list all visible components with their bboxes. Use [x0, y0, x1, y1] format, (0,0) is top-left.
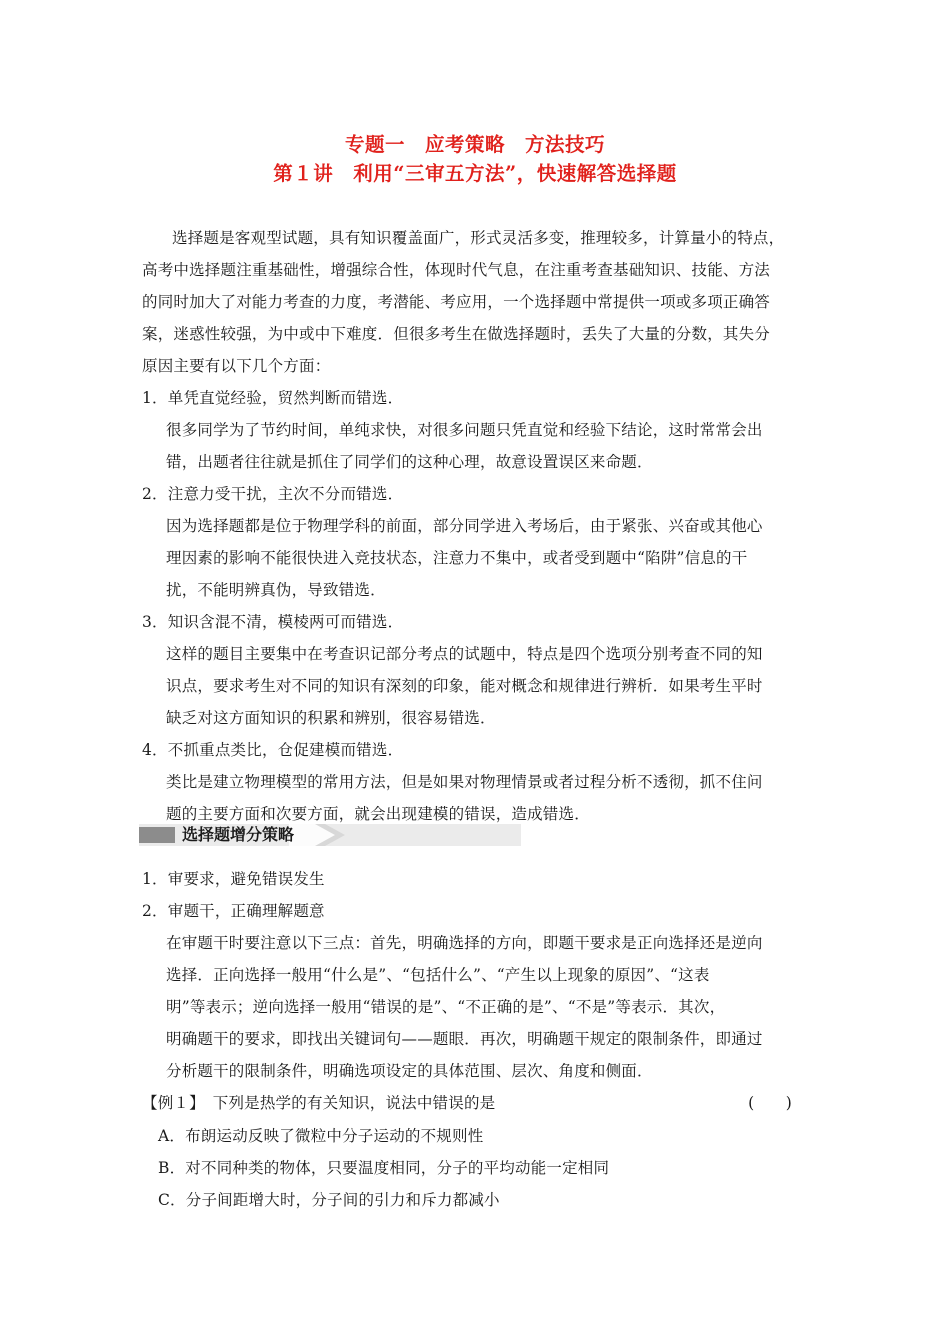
reason-heading: 1．单凭直觉经验，贸然判断而错选． — [142, 389, 404, 407]
reason-text: 缺乏对这方面知识的积累和辨别，很容易错选． — [166, 709, 496, 727]
strategy-text: 明确题干的要求，即找出关键词句——题眼．再次，明确题干规定的限制条件，即通过 — [166, 1030, 763, 1048]
strategy-text: 明”等表示；逆向选择一般用“错误的是”、“不正确的是”、“不是”等表示．其次， — [166, 998, 726, 1016]
intro-line: 案，迷惑性较强，为中或中下难度．但很多考生在做选择题时，丢失了大量的分数，其失分 — [142, 325, 771, 343]
example-label: 【例１】 下列是热学的有关知识，说法中错误的是 — [142, 1094, 496, 1112]
reason-text: 错，出题者往往就是抓住了同学们的这种心理，故意设置误区来命题． — [166, 453, 653, 471]
option-a: A．布朗运动反映了微粒中分子运动的不规则性 — [158, 1127, 484, 1145]
section-banner-title: 选择题增分策略 — [182, 825, 295, 844]
option-b: B．对不同种类的物体，只要温度相同，分子的平均动能一定相同 — [158, 1159, 610, 1177]
strategy-text: 在审题干时要注意以下三点：首先，明确选择的方向，即题干要求是正向选择还是逆向 — [166, 934, 763, 952]
reason-text: 扰，不能明辨真伪，导致错选． — [166, 581, 386, 599]
strategy-heading: 2．审题干，正确理解题意 — [142, 902, 325, 920]
strategy-text: 分析题干的限制条件，明确选项设定的具体范围、层次、角度和侧面． — [166, 1062, 653, 1080]
strategy-text: 选择．正向选择一般用“什么是”、“包括什么”、“产生以上现象的原因”、“这表 — [166, 966, 710, 984]
reason-text: 理因素的影响不能很快进入竞技状态，注意力不集中，或者受到题中“陷阱”信息的干 — [166, 549, 748, 567]
reason-text: 因为选择题都是位于物理学科的前面，部分同学进入考场后，由于紧张、兴奋或其他心 — [166, 517, 763, 535]
intro-line: 的同时加大了对能力考查的力度，考潜能、考应用，一个选择题中常提供一项或多项正确答 — [142, 293, 771, 311]
example-question — [142, 1091, 792, 1113]
reason-text: 这样的题目主要集中在考查识记部分考点的试题中，特点是四个选项分别考查不同的知 — [166, 645, 763, 663]
topic-title: 专题一 应考策略 方法技巧 — [344, 133, 605, 156]
answer-blank: ( ) — [748, 1094, 792, 1112]
strategy-heading: 1．审要求，避免错误发生 — [142, 870, 325, 888]
reason-text: 题的主要方面和次要方面，就会出现建模的错误，造成错选． — [166, 805, 590, 823]
reason-heading: 4．不抓重点类比，仓促建模而错选． — [142, 741, 404, 759]
reason-heading: 2．注意力受干扰，主次不分而错选． — [142, 485, 404, 503]
reason-text: 识点，要求考生对不同的知识有深刻的印象，能对概念和规律进行辨析．如果考生平时 — [166, 677, 763, 695]
intro-line: 选择题是客观型试题，具有知识覆盖面广，形式灵活多变，推理较多，计算量小的特点， — [172, 229, 785, 247]
reason-text: 很多同学为了节约时间，单纯求快，对很多问题只凭直觉和经验下结论，这时常常会出 — [166, 421, 763, 439]
intro-line: 原因主要有以下几个方面： — [142, 357, 331, 375]
reason-text: 类比是建立物理模型的常用方法，但是如果对物理情景或者过程分析不透彻，抓不住问 — [166, 773, 763, 791]
lecture-title: 第１讲 利用“三审五方法”，快速解答选择题 — [273, 162, 677, 185]
intro-line: 高考中选择题注重基础性，增强综合性，体现时代气息，在注重考查基础知识、技能、方法 — [142, 261, 771, 279]
option-c: C．分子间距增大时，分子间的引力和斥力都减小 — [158, 1191, 500, 1209]
reason-heading: 3．知识含混不清，模棱两可而错选． — [142, 613, 404, 631]
section-banner — [139, 824, 521, 846]
